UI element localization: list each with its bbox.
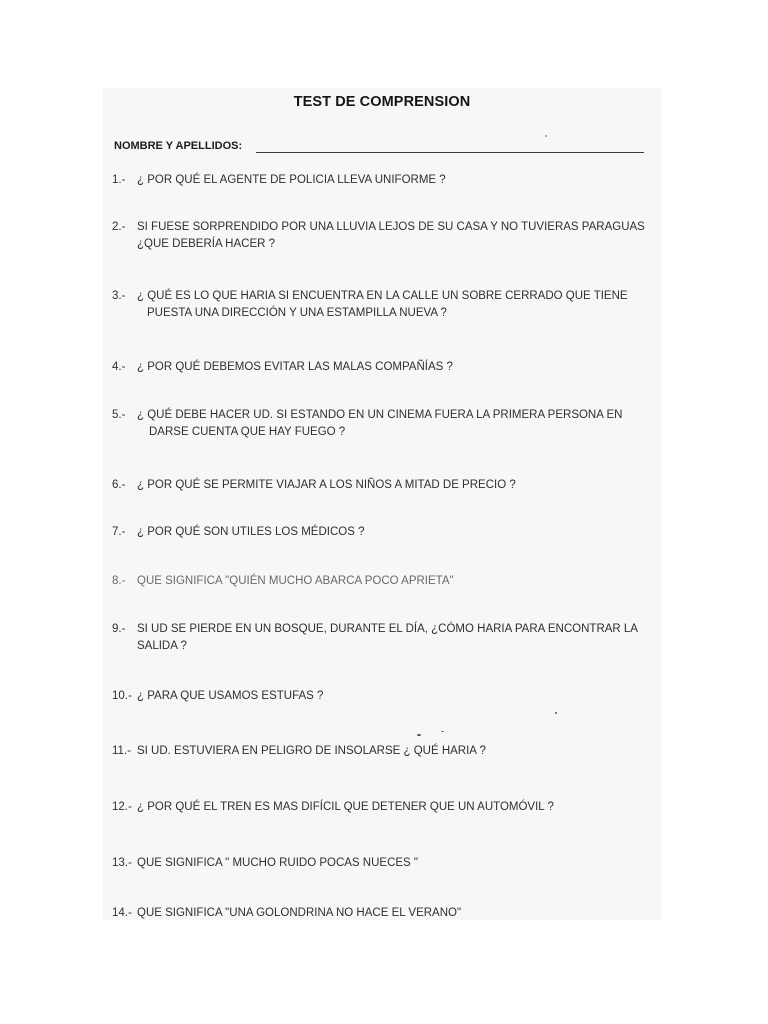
question-text: ¿ POR QUÉ EL AGENTE DE POLICIA LLEVA UNIFORME ? bbox=[137, 174, 446, 186]
question-text: ¿ POR QUÉ DEBEMOS EVITAR LAS MALAS COMPAÑÍAS ? bbox=[137, 361, 453, 373]
scan-speck bbox=[417, 734, 421, 736]
question-8 bbox=[112, 573, 454, 590]
question-1 bbox=[112, 172, 446, 189]
question-text: ¿ PARA QUE USAMOS ESTUFAS ? bbox=[137, 690, 324, 702]
question-text: ¿ POR QUÉ EL TREN ES MAS DIFÍCIL QUE DETENER QUE UN AUTOMÓVIL ? bbox=[137, 801, 554, 813]
question-number: 7.- bbox=[112, 526, 126, 538]
scan-speck bbox=[555, 712, 557, 714]
name-field-label: NOMBRE Y APELLIDOS: bbox=[114, 140, 243, 152]
question-number: 8.- bbox=[112, 575, 126, 587]
question-number: 12.- bbox=[112, 801, 132, 813]
question-text: SI FUESE SORPRENDIDO POR UNA LLUVIA LEJOS DE SU CASA Y NO TUVIERAS PARAGUAS bbox=[137, 221, 645, 233]
name-field-line bbox=[256, 152, 644, 153]
question-text-continuation: DARSE CUENTA QUE HAY FUEGO ? bbox=[149, 426, 346, 438]
question-text: ¿ QUÉ ES LO QUE HARIA SI ENCUENTRA EN LA CALLE UN SOBRE CERRADO QUE TIENE bbox=[137, 290, 628, 302]
question-4 bbox=[112, 359, 453, 376]
question-13 bbox=[112, 855, 418, 872]
question-number: 5.- bbox=[112, 409, 126, 421]
question-number: 3.- bbox=[112, 290, 126, 302]
question-3 bbox=[112, 288, 628, 322]
question-14 bbox=[112, 905, 461, 920]
question-text: QUE SIGNIFICA "UNA GOLONDRINA NO HACE EL VERANO" bbox=[137, 907, 462, 919]
question-number: 11.- bbox=[112, 745, 131, 757]
question-number: 1.- bbox=[112, 174, 126, 186]
question-text: SI UD. ESTUVIERA EN PELIGRO DE INSOLARSE ¿ QUÉ HARIA ? bbox=[137, 745, 486, 757]
question-text-continuation: SALIDA ? bbox=[137, 640, 187, 652]
question-number: 14.- bbox=[112, 907, 132, 919]
scan-speck bbox=[545, 135, 547, 137]
question-number: 4.- bbox=[112, 361, 126, 373]
question-6 bbox=[112, 477, 516, 494]
name-field-row bbox=[114, 140, 644, 156]
question-text: QUE SIGNIFICA " MUCHO RUIDO POCAS NUECES " bbox=[137, 857, 419, 869]
question-text: QUE SIGNIFICA "QUIÉN MUCHO ABARCA POCO APRIETA" bbox=[137, 575, 454, 587]
question-text: ¿ QUÉ DEBE HACER UD. SI ESTANDO EN UN CINEMA FUERA LA PRIMERA PERSONA EN bbox=[137, 409, 623, 421]
question-2 bbox=[112, 219, 645, 253]
question-text-continuation: ¿QUE DEBERÍA HACER ? bbox=[137, 238, 276, 250]
question-7 bbox=[112, 524, 365, 541]
question-text-continuation: PUESTA UNA DIRECCIÓN Y UNA ESTAMPILLA NUEVA ? bbox=[147, 307, 447, 319]
question-number: 2.- bbox=[112, 221, 126, 233]
question-text: ¿ POR QUÉ SE PERMITE VIAJAR A LOS NIÑOS A MITAD DE PRECIO ? bbox=[137, 479, 516, 491]
question-text: ¿ POR QUÉ SON UTILES LOS MÉDICOS ? bbox=[137, 526, 365, 538]
page-title: TEST DE COMPRENSION bbox=[293, 94, 471, 110]
question-12 bbox=[112, 799, 554, 816]
question-number: 9.- bbox=[112, 623, 126, 635]
question-number: 6.- bbox=[112, 479, 126, 491]
scan-speck bbox=[441, 731, 444, 732]
question-10 bbox=[112, 688, 323, 705]
question-9 bbox=[112, 621, 638, 655]
question-number: 10.- bbox=[112, 690, 132, 702]
question-5 bbox=[112, 407, 622, 441]
question-11 bbox=[112, 743, 486, 760]
scanned-page bbox=[103, 88, 661, 920]
question-text: SI UD SE PIERDE EN UN BOSQUE, DURANTE EL DÍA, ¿CÓMO HARIA PARA ENCONTRAR LA bbox=[137, 623, 638, 635]
question-number: 13.- bbox=[112, 857, 132, 869]
